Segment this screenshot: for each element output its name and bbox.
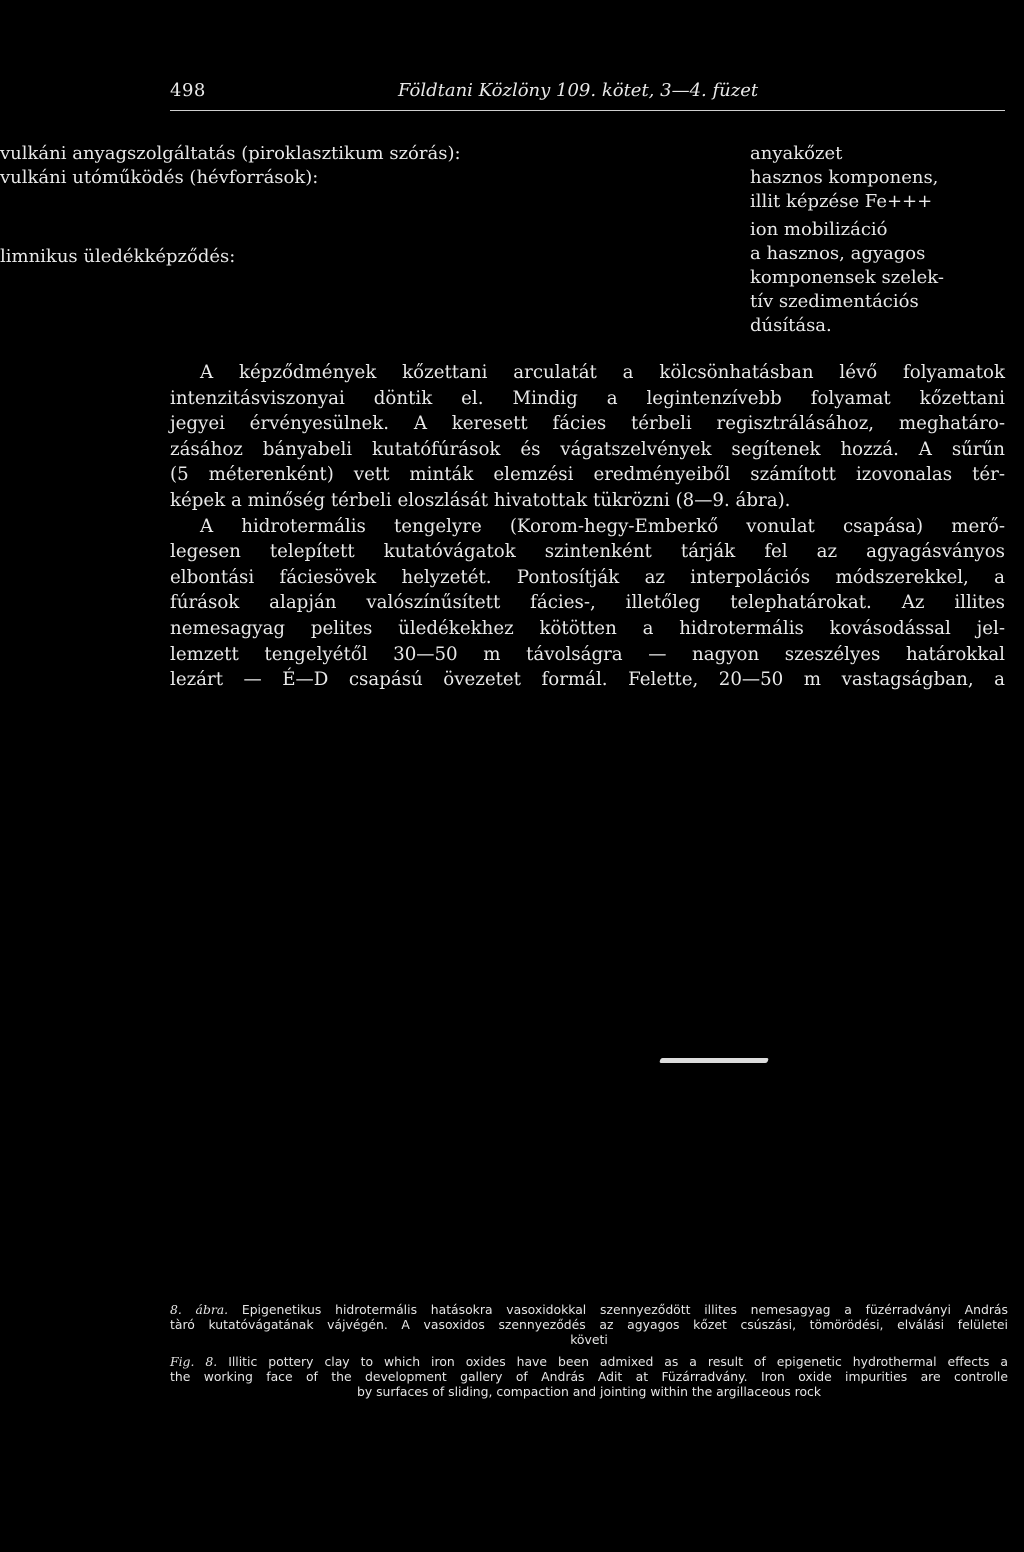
body-line: elbontási fáciesövek helyzetét. Pontosítják az interpolációs módszerekkel, a [170,566,1005,588]
body-line: lemzett tengelyétől 30—50 m távolságra — nagyon szeszélyes határokkal [170,643,1005,665]
list-item: vulkáni anyagszolgáltatás (piroklasztikum szórás): [0,143,461,164]
body-line: nemesagyag pelites üledékekhez kötötten a hidrotermális kovásodással jel- [170,617,1005,639]
body-line: legesen telepített kutatóvágatok szintenként tárják fel az agyagásványos [170,541,1005,563]
caption-hu-label: 8. ábra. [170,1302,229,1317]
page-header [170,80,1005,111]
list-result: anyakőzet [750,143,843,164]
list-result: illit képzése Fe+++ [750,191,933,212]
caption-hu-line: követi [570,1332,608,1348]
body-line: intenzitásviszonyai döntik el. Mindig a legintenzívebb folyamat kőzettani [170,387,1005,409]
list-result: a hasznos, agyagos [750,243,926,264]
figure-mark [659,1058,769,1063]
body-line: A képződmények kőzettani arculatát a kölcsönhatásban lévő folyamatok [200,362,1005,383]
body-line: fúrások alapján valószínűsített fácies-, illetőleg telephatárokat. Az illites [170,592,1005,614]
body-line: zásához bányabeli kutatófúrások és vágatszelvények segítenek hozzá. A sűrűn [170,438,1005,460]
caption-en-line: Fig. 8. Illitic pottery clay to which iron oxides have been admixed as a result of epigenetic hydrothermal effects a [170,1353,1008,1369]
list-result: dúsítása. [750,315,832,336]
figure-caption [170,1302,1008,1399]
body-line: képek a minőség térbeli eloszlását hivatottak tükrözni (8—9. ábra). [170,489,791,511]
list-result: hasznos komponens, [750,167,939,188]
journal-title: Földtani Közlöny 109. kötet, 3—4. füzet [398,80,759,101]
list-result: tív szedimentációs [750,291,919,312]
caption-hu-line: 8. ábra. Epigenetikus hidrotermális hatásokra vasoxidokkal szennyeződött illites nemesagyag a füzérradványi András [170,1302,1008,1317]
list-result: ion mobilizáció [750,219,888,240]
figure-photo [170,705,1005,1290]
body-line: lezárt — É—D csapású övezetet formál. Felette, 20—50 m vastagságban, a [170,669,1005,691]
body-line: jegyei érvényesülnek. A keresett fácies térbeli regisztrálásához, meghatáro- [170,413,1005,435]
body-line: A hidrotermális tengelyre (Korom-hegy-Emberkő vonulat csapása) merő- [200,515,1005,537]
body-paragraphs [170,360,1005,693]
list-item: vulkáni utóműködés (hévforrások): [0,167,319,188]
caption-en-line: the working face of the development gallery of András Adit at Füzárradvány. Iron oxide impurities are controlle [170,1368,1008,1384]
list-result: komponensek szelek- [750,267,944,288]
list-item: limnikus üledékképződés: [0,246,236,267]
caption-hu-line: tàró kutatóvágatának vájvégén. A vasoxidos szennyeződés az agyagos kőzet csúszási, tömörödési, elválási felületei [170,1317,1008,1333]
body-line: (5 méterenként) vett minták elemzési eredményeiből számított izovonalas tér- [170,464,1005,486]
caption-en-line: by surfaces of sliding, compaction and jointing within the argillaceous rock [356,1384,822,1400]
caption-en-label: Fig. 8. [170,1353,218,1369]
page-number: 498 [170,80,206,101]
